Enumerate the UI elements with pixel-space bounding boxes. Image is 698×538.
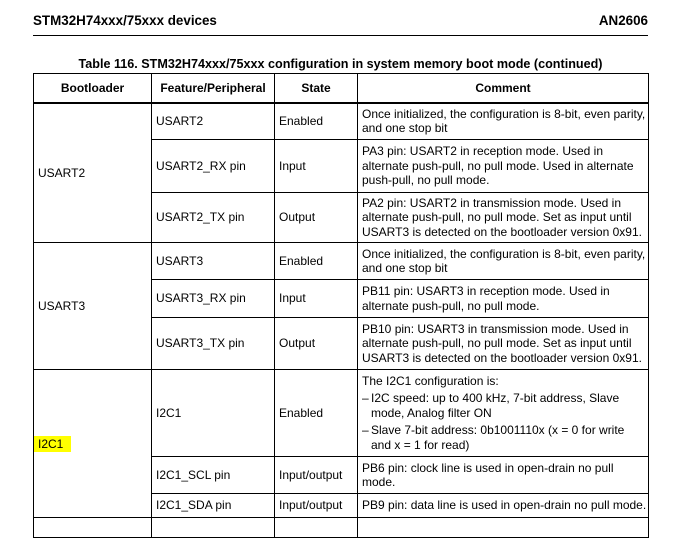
state-cell: Input/output <box>275 457 358 494</box>
table-row <box>34 243 649 280</box>
state-cell: Output <box>275 193 358 243</box>
feature-cell: I2C1_SCL pin <box>152 457 275 494</box>
empty-cell <box>34 518 152 538</box>
table-row <box>34 103 649 140</box>
comment-cell <box>358 494 649 518</box>
comment-line: Once initialized, the configuration is 8-bit, even parity, <box>362 246 646 261</box>
comment-line: and x = 1 for read) <box>371 437 470 452</box>
comment-line: and one stop bit <box>362 121 448 136</box>
comment-line: mode, Analog filter ON <box>371 405 492 420</box>
state-cell: Input <box>275 280 358 318</box>
comment-bullet <box>362 391 646 420</box>
table-row <box>34 370 649 457</box>
comment-cell <box>358 193 649 243</box>
feature-cell: USART2_TX pin <box>152 193 275 243</box>
comment-cell <box>358 280 649 318</box>
comment-line: mode. <box>362 475 396 489</box>
dash-bullet-icon: – <box>362 423 369 438</box>
comment-cell <box>358 370 649 457</box>
comment-line: push-pull, no pull mode. <box>362 173 490 188</box>
state-cell: Enabled <box>275 103 358 140</box>
document-title: STM32H74xxx/75xxx devices <box>33 13 217 28</box>
state-cell: Enabled <box>275 370 358 457</box>
comment-cell <box>358 457 649 494</box>
comment-line: Once initialized, the configuration is 8-bit, even parity, <box>362 106 646 121</box>
state-cell: Output <box>275 318 358 370</box>
comment-line: PA3 pin: USART2 in reception mode. Used in <box>362 144 604 159</box>
bootloader-label: USART2 <box>38 165 86 180</box>
configuration-table <box>33 73 649 538</box>
comment-line: USART3 is detected on the bootloader version 0x91. <box>362 350 642 365</box>
comment-line: PB11 pin: USART3 in reception mode. Used in <box>362 284 610 298</box>
bootloader-label: USART3 <box>38 298 86 313</box>
comment-line: alternate push-pull, no pull mode. <box>362 298 540 313</box>
comment-line: USART3 is detected on the bootloader version 0x91. <box>362 224 642 239</box>
comment-line: I2C speed: up to 400 kHz, 7-bit address, Slave <box>371 391 620 406</box>
dash-bullet-icon: – <box>362 391 369 406</box>
feature-cell: USART2 <box>152 103 275 140</box>
comment-line: Slave 7-bit address: 0b1001110x (x = 0 for write <box>371 423 625 438</box>
comment-intro: The I2C1 configuration is: <box>362 373 499 388</box>
empty-cell <box>358 518 649 538</box>
bootloader-cell <box>34 103 152 243</box>
feature-cell: USART3_RX pin <box>152 280 275 318</box>
feature-cell: USART3 <box>152 243 275 280</box>
state-cell: Enabled <box>275 243 358 280</box>
column-header-comment: Comment <box>358 74 649 103</box>
feature-cell: USART3_TX pin <box>152 318 275 370</box>
comment-line: PB9 pin: data line is used in open-drain no pull mode. <box>362 498 647 513</box>
comment-cell <box>358 318 649 370</box>
comment-cell <box>358 140 649 193</box>
comment-cell <box>358 103 649 140</box>
comment-line: alternate push-pull, no pull mode. Used in alternate <box>362 158 634 173</box>
comment-bullet <box>362 423 646 452</box>
column-header-state: State <box>275 74 358 103</box>
feature-cell: I2C1_SDA pin <box>152 494 275 518</box>
comment-line: alternate push-pull, no pull mode. Set as input until <box>362 210 632 225</box>
column-header-feature: Feature/Peripheral <box>152 74 275 103</box>
comment-line: alternate push-pull, no pull mode. Set as input until <box>362 336 632 351</box>
empty-cell <box>275 518 358 538</box>
feature-cell: USART2_RX pin <box>152 140 275 193</box>
comment-cell <box>358 243 649 280</box>
comment-line: and one stop bit <box>362 261 448 275</box>
column-header-bootloader: Bootloader <box>34 74 152 103</box>
comment-line: PA2 pin: USART2 in transmission mode. Used in <box>362 195 622 210</box>
empty-cell <box>152 518 275 538</box>
state-cell: Input <box>275 140 358 193</box>
document-id: AN2606 <box>598 13 648 28</box>
table-caption: Table 116. STM32H74xxx/75xxx configuration in system memory boot mode (continued) <box>78 57 603 71</box>
comment-line: PB6 pin: clock line is used in open-drain no pull <box>362 460 614 475</box>
feature-cell: I2C1 <box>152 370 275 457</box>
bootloader-label-highlighted: I2C1 <box>34 436 71 452</box>
bootloader-cell <box>34 370 152 518</box>
table-row-cut-off <box>34 518 649 538</box>
table-header-row <box>34 74 649 103</box>
state-cell: Input/output <box>275 494 358 518</box>
header-rule <box>33 35 648 36</box>
comment-line: PB10 pin: USART3 in transmission mode. Used in <box>362 321 629 336</box>
bootloader-cell <box>34 243 152 370</box>
